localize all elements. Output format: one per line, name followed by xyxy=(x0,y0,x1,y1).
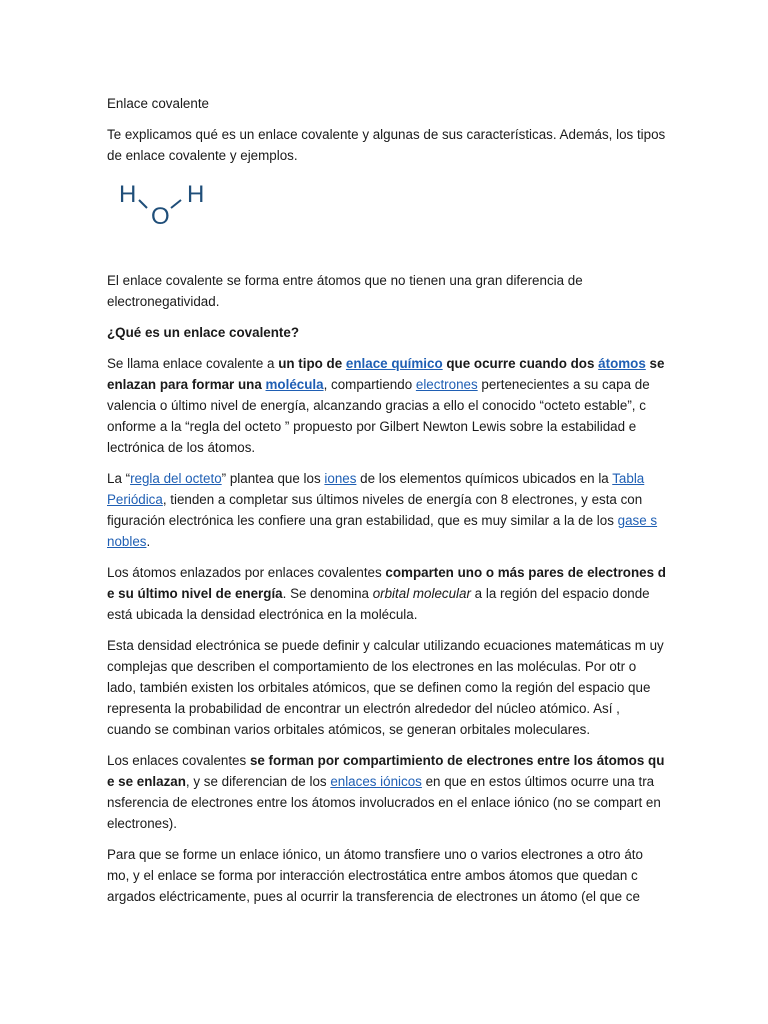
link-iones[interactable]: iones xyxy=(324,471,357,486)
paragraph-definition: Se llama enlace covalente a un tipo de enlace químico que ocurre cuando dos átomos se enlazan para formar una molécula, compartiendo electrones pertenecientes a su capa de valencia o último nivel de energía, alcanzando gracias a ello el conocido “octeto estable”, c onforme a la “regla del octeto ” propuesto por Gilbert Newton Lewis sobre la estabilidad e lectrónica de los átomos. xyxy=(107,356,665,455)
document-body xyxy=(107,93,667,917)
paragraph-ionic-bond: Para que se forme un enlace iónico, un átomo transfiere uno o varios electrones a otro áto mo, y el enlace se forma por interacción electrostática entre ambos átomos que quedan c argados eléctricamente, pues al ocurrir la transferencia de electrones un átomo (el que ce xyxy=(107,847,643,904)
image-caption: El enlace covalente se forma entre átomos que no tienen una gran diferencia de electronegatividad. xyxy=(107,273,583,309)
link-tabla-periodica[interactable]: Tabla Periódica xyxy=(107,471,645,507)
link-regla-del-octeto[interactable]: regla del octeto xyxy=(130,471,222,486)
intro-paragraph: Te explicamos qué es un enlace covalente y algunas de sus características. Además, los tipos de enlace covalente y ejemplos. xyxy=(107,127,666,163)
paragraph-shared-electrons: Los átomos enlazados por enlaces covalentes comparten uno o más pares de electrones d e su último nivel de energía. Se denomina orbital molecular a la región del espacio donde está ubicada la densidad electrónica en la molécula. xyxy=(107,565,666,622)
paragraph-octet-rule: La “regla del octeto” plantea que los iones de los elementos químicos ubicados en la Tabla Periódica, tienden a completar sus últimos niveles de energía con 8 electrones, y esta con figuración electrónica les confiere una gran estabilidad, que es muy similar a la de los gase s nobles. xyxy=(107,471,658,549)
paragraph-orbitals: Esta densidad electrónica se puede definir y calcular utilizando ecuaciones matemáticas m uy complejas que describen el comportamiento de los electrones en las moléculas. Por otr o lado, también existen los orbitales atómicos, que se definen como la región del espacio que representa la probabilidad de encontrar un electrón alrededor del núcleo atómico. Así , cuando se combinan varios orbitales atómicos, se generan orbitales moleculares. xyxy=(107,638,664,737)
molecule-left-h: H xyxy=(119,181,137,208)
document-title: Enlace covalente xyxy=(107,96,209,111)
link-atomos[interactable]: átomos xyxy=(598,356,646,371)
paragraph-ionic-difference: Los enlaces covalentes se forman por compartimiento de electrones entre los átomos qu e se enlazan, y se diferencian de los enlaces iónicos en que en estos últimos ocurre una tra nsferencia de electrones entre los átomos involucrados en el enlace iónico (no se compart en electrones). xyxy=(107,753,665,831)
molecule-right-bond xyxy=(171,200,181,208)
link-enlace-quimico[interactable]: enlace químico xyxy=(345,356,443,371)
link-gases-nobles[interactable]: gase s nobles xyxy=(107,513,658,549)
molecule-center-o: O xyxy=(151,203,170,230)
section-heading: ¿Qué es un enlace covalente? xyxy=(107,325,300,340)
link-electrones[interactable]: electrones xyxy=(415,377,478,392)
molecule-left-bond xyxy=(139,200,147,208)
water-molecule-image xyxy=(111,176,221,236)
link-enlaces-ionicos[interactable]: enlaces iónicos xyxy=(330,774,422,789)
link-molecula[interactable]: molécula xyxy=(265,377,324,392)
molecule-right-h: H xyxy=(187,181,205,208)
